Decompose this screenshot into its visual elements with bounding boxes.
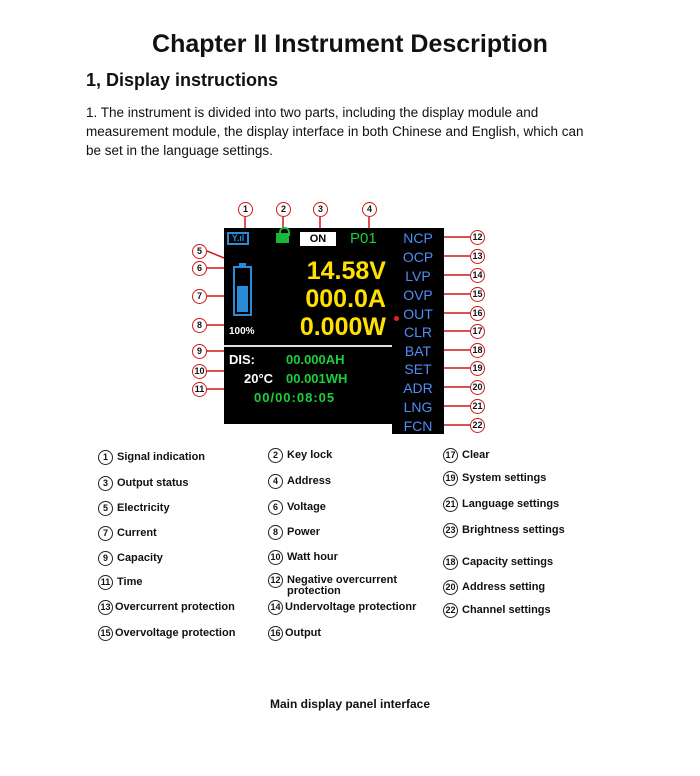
legend-label: Overcurrent protection: [115, 601, 235, 613]
callout-9: 9: [192, 344, 207, 359]
legend-label: Capacity: [117, 552, 163, 564]
legend-label: Channel settings: [462, 604, 551, 616]
legend-label: Clear: [462, 449, 490, 461]
output-status: ON: [300, 232, 336, 246]
menu-item-ncp[interactable]: NCP: [403, 230, 433, 246]
legend-label: Signal indication: [117, 451, 206, 463]
legend-number: 8: [268, 525, 283, 540]
menu-item-set[interactable]: SET: [404, 361, 432, 377]
current-readout: 000.0A: [305, 285, 386, 313]
legend-number: 5: [98, 501, 113, 516]
menu-item-ocp[interactable]: OCP: [402, 249, 434, 265]
legend-number: 23: [443, 523, 458, 538]
intro-paragraph: 1. The instrument is divided into two parts, including the display module and measurement module, the display interface in both Chinese and English, which can be set in the language settings.: [86, 105, 584, 158]
legend-label: Watt hour: [287, 551, 338, 563]
unlock-icon: [276, 233, 289, 243]
callout-1: 1: [238, 202, 253, 217]
callout-8: 8: [192, 318, 207, 333]
signal-icon: Y.ıl: [227, 232, 249, 245]
menu-item-fcn[interactable]: FCN: [403, 418, 433, 434]
legend-label: Negative overcurrent: [287, 574, 398, 586]
menu-panel: [392, 228, 444, 434]
section-title: 1, Display instructions: [86, 70, 279, 90]
legend-label: System settings: [462, 472, 547, 484]
chapter-title: Chapter II Instrument Description: [152, 30, 548, 58]
callout-16: 16: [470, 306, 485, 321]
callout-17: 17: [470, 324, 485, 339]
battery-icon: [233, 266, 252, 316]
legend-number: 2: [268, 448, 283, 463]
menu-item-lvp[interactable]: LVP: [405, 268, 431, 284]
legend-number: 19: [443, 471, 458, 486]
callout-20: 20: [470, 380, 485, 395]
legend-number: 14: [268, 600, 283, 615]
callout-6: 6: [192, 261, 207, 276]
legend-label: Undervoltage protectionr: [285, 601, 417, 613]
address-label: P01: [350, 230, 377, 247]
time-readout: 00/00:08:05: [254, 390, 336, 405]
legend-label: Address: [287, 475, 332, 487]
menu-item-out[interactable]: OUT: [403, 306, 433, 322]
legend-number: 1: [98, 450, 113, 465]
legend-number: 22: [443, 603, 458, 618]
legend-label: Overvoltage protection: [115, 627, 236, 639]
legend-number: 16: [268, 626, 283, 641]
legend-label: Voltage: [287, 501, 326, 513]
legend-number: 11: [98, 575, 113, 590]
menu-item-lng[interactable]: LNG: [403, 399, 433, 415]
battery-percent: 100%: [229, 326, 255, 337]
menu-item-ovp[interactable]: OVP: [403, 287, 433, 303]
panel-divider: [224, 345, 392, 347]
legend-label: Key lock: [287, 449, 333, 461]
legend-number: 7: [98, 526, 113, 541]
menu-item-adr[interactable]: ADR: [403, 380, 433, 396]
legend-label: Electricity: [117, 502, 170, 514]
figure-caption: Main display panel interface: [269, 697, 431, 711]
watt-hour-readout: 00.001WH: [286, 371, 348, 386]
menu-item-bat[interactable]: BAT: [404, 343, 432, 359]
legend-label: Current: [117, 527, 157, 539]
callout-7: 7: [192, 289, 207, 304]
callout-5: 5: [192, 244, 207, 259]
callout-12: 12: [470, 230, 485, 245]
callout-21: 21: [470, 399, 485, 414]
legend-number: 6: [268, 500, 283, 515]
callout-11: 11: [192, 382, 207, 397]
legend-label: Address setting: [462, 581, 546, 593]
legend-number: 15: [98, 626, 113, 641]
legend-number: 21: [443, 497, 458, 512]
legend-label: Output status: [117, 477, 189, 489]
callout-2: 2: [276, 202, 291, 217]
legend-label: Power: [287, 526, 321, 538]
callout-10: 10: [192, 364, 207, 379]
legend-label: Capacity settings: [462, 556, 554, 568]
callout-22: 22: [470, 418, 485, 433]
callout-15: 15: [470, 287, 485, 302]
legend-number: 9: [98, 551, 113, 566]
legend-number: 13: [98, 600, 113, 615]
legend-label: Brightness settings: [462, 524, 565, 536]
legend-label: Time: [117, 576, 143, 588]
callout-4: 4: [362, 202, 377, 217]
menu-item-clr[interactable]: CLR: [403, 324, 432, 340]
legend-label: Language settings: [462, 498, 560, 510]
temperature-readout: 20°C: [244, 371, 274, 386]
dis-label: DIS:: [229, 352, 255, 367]
display-panel: [224, 228, 392, 424]
callout-3: 3: [313, 202, 328, 217]
legend-number: 20: [443, 580, 458, 595]
callout-14: 14: [470, 268, 485, 283]
legend-number: 12: [268, 573, 283, 588]
voltage-readout: 14.58V: [306, 257, 386, 285]
legend-number: 17: [443, 448, 458, 463]
callout-19: 19: [470, 361, 485, 376]
legend-number: 4: [268, 474, 283, 489]
callout-18: 18: [470, 343, 485, 358]
legend-number: 10: [268, 550, 283, 565]
legend-label: Output: [285, 627, 322, 639]
legend-label: protection: [287, 585, 341, 597]
legend-number: 18: [443, 555, 458, 570]
power-readout: 0.000W: [299, 313, 386, 341]
callout-13: 13: [470, 249, 485, 264]
capacity-readout: 00.000AH: [286, 352, 345, 367]
legend-number: 3: [98, 476, 113, 491]
